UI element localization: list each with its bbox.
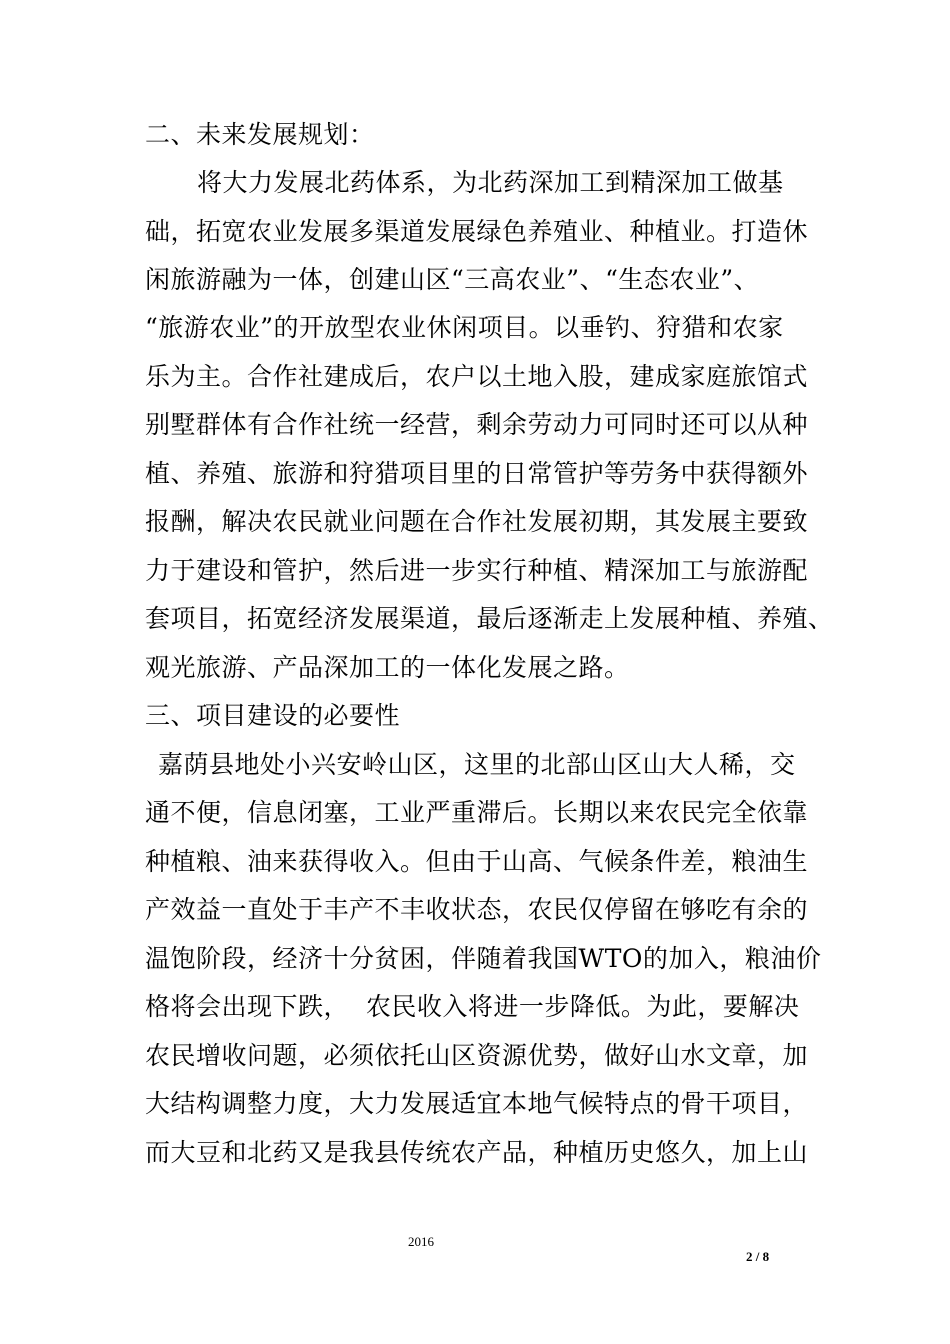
paragraph-line: 报酬，解决农民就业问题在合作社发展初期，其发展主要致 xyxy=(145,507,809,536)
paragraph-line: “旅游农业”的开放型农业休闲项目。以垂钓、狩猎和农家 xyxy=(145,313,784,342)
paragraph-line: 将大力发展北药体系，为北药深加工到精深加工做基 xyxy=(197,168,784,197)
paragraph-line: 力于建设和管护，然后进一步实行种植、精深加工与旅游配 xyxy=(145,556,809,585)
paragraph-line: 通不便，信息闭塞，工业严重滞后。长期以来农民完全依靠 xyxy=(145,798,809,827)
footer-year: 2016 xyxy=(408,1234,434,1249)
paragraph-line: 础，拓宽农业发展多渠道发展绿色养殖业、种植业。打造休 xyxy=(145,217,809,246)
paragraph-line: 产效益一直处于丰产不丰收状态，农民仅停留在够吃有余的 xyxy=(145,895,809,924)
paragraph-line: 套项目，拓宽经济发展渠道，最后逐渐走上发展种植、养殖、 xyxy=(145,604,834,633)
paragraph-line: 种植粮、油来获得收入。但由于山高、气候条件差，粮油生 xyxy=(145,847,809,876)
paragraph-line: 农民增收问题，必须依托山区资源优势，做好山水文章，加 xyxy=(145,1041,809,1070)
paragraph-line: 乐为主。合作社建成后，农户以土地入股，建成家庭旅馆式 xyxy=(145,362,809,391)
paragraph-line: 而大豆和北药又是我县传统农产品，种植历史悠久，加上山 xyxy=(145,1138,809,1167)
paragraph-line: 温饱阶段，经济十分贫困，伴随着我国WTO的加入，粮油价 xyxy=(145,944,822,973)
paragraph-line: 大结构调整力度，大力发展适宜本地气候特点的骨干项目， xyxy=(145,1089,809,1118)
paragraph-line: 嘉荫县地处小兴安岭山区，这里的北部山区山大人稀，交 xyxy=(158,750,796,779)
paragraph-line: 闲旅游融为一体，创建山区“三高农业”、“生态农业”、 xyxy=(145,265,760,294)
section-heading-2: 二、未来发展规划： xyxy=(145,120,375,149)
section-heading-3: 三、项目建设的必要性 xyxy=(145,701,401,730)
paragraph-line: 格将会出现下跌， 农民收入将进一步降低。为此，要解决 xyxy=(145,992,800,1021)
page-number: 2 / 8 xyxy=(746,1249,770,1264)
paragraph-line: 观光旅游、产品深加工的一体化发展之路。 xyxy=(145,653,630,682)
paragraph-line: 别墅群体有合作社统一经营，剩余劳动力可同时还可以从种 xyxy=(145,410,809,439)
paragraph-line: 植、养殖、旅游和狩猎项目里的日常管护等劳务中获得额外 xyxy=(145,459,809,488)
